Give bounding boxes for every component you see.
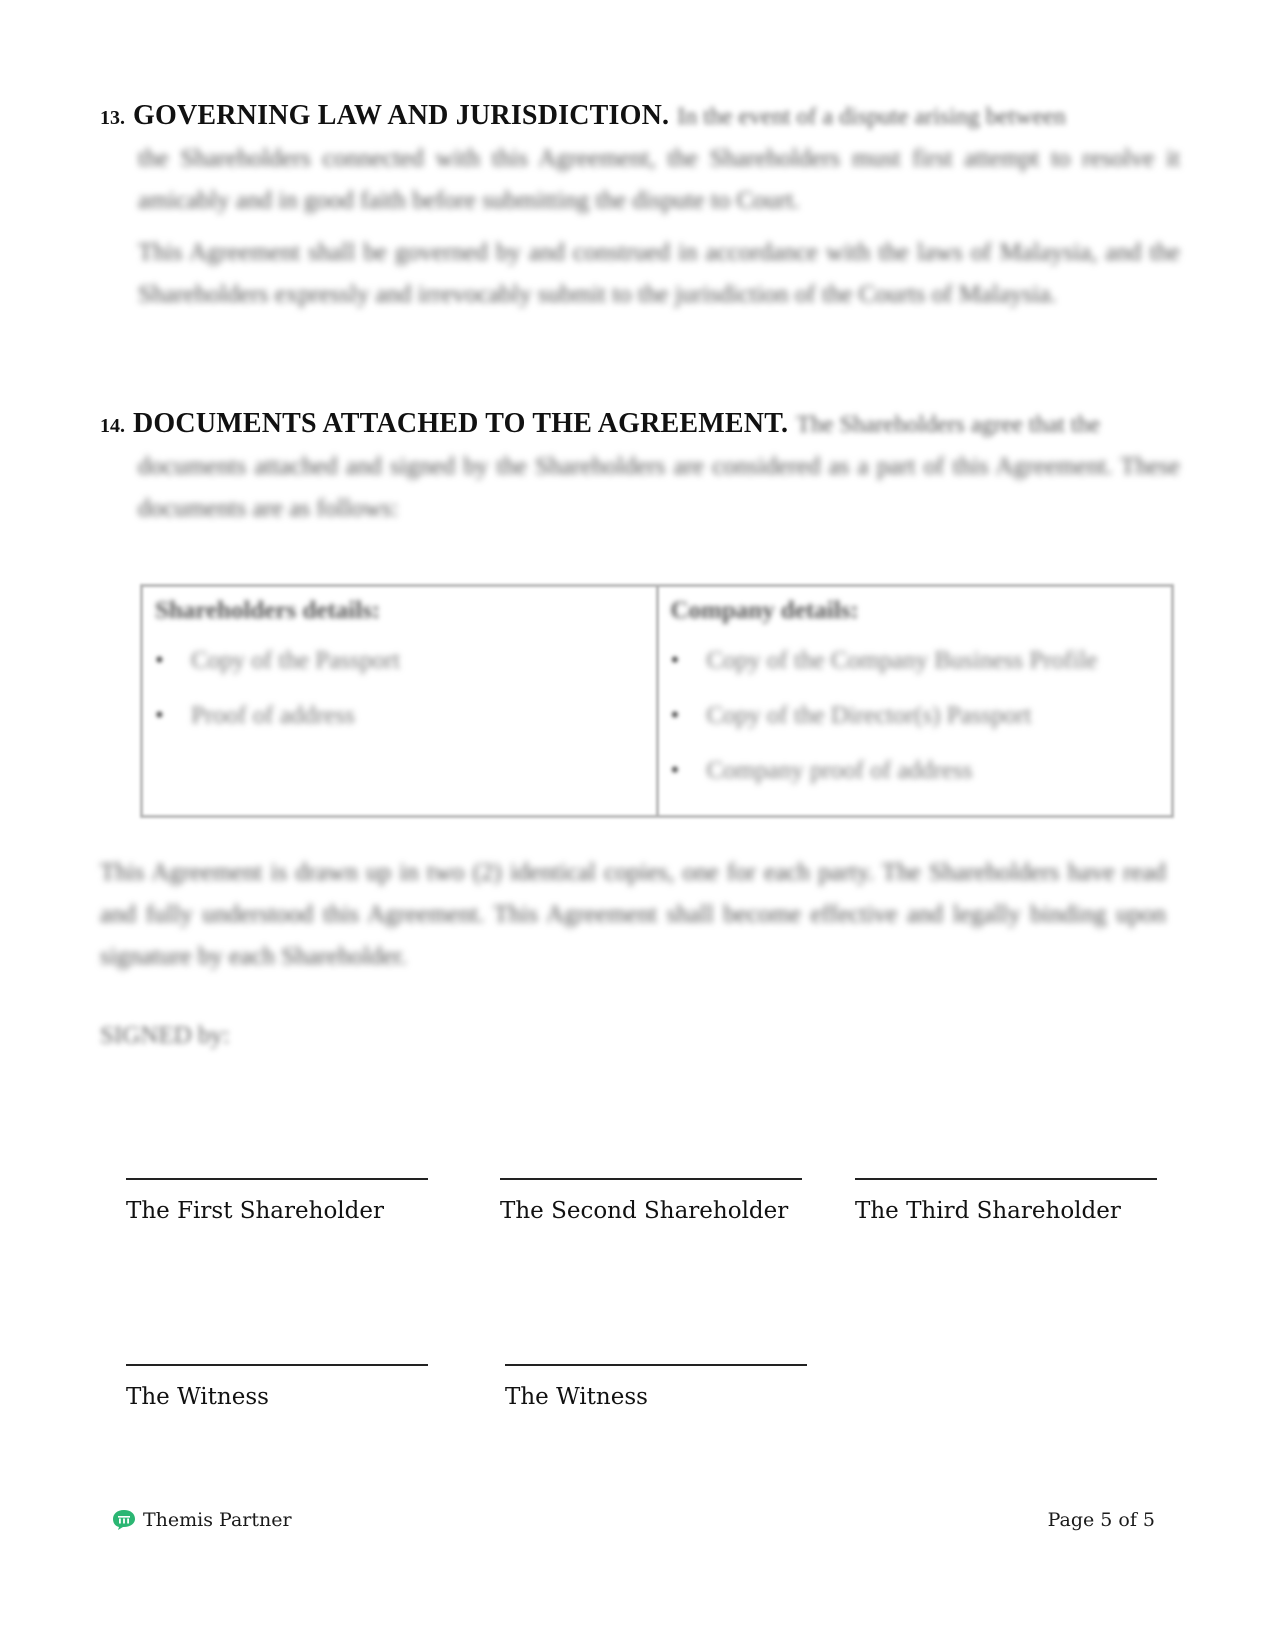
list-item-text: Copy of the Director(s) Passport (706, 702, 1032, 729)
bullet-icon: • (670, 647, 680, 674)
section-14-paragraph-1: documents attached and signed by the Shareholders are considered as a part of this Agreement. These documents are as follows: (138, 453, 1180, 522)
signature-line (126, 1364, 428, 1366)
signature-third-shareholder (855, 1178, 1160, 1224)
closing-section (100, 852, 1166, 978)
bullet-icon: • (670, 757, 680, 784)
signed-by-label: SIGNED by: (100, 1022, 230, 1049)
bullet-icon: • (670, 702, 680, 729)
company-details-column (656, 587, 1172, 815)
section-13-number: 13. (100, 107, 125, 129)
signature-second-shareholder (500, 1178, 805, 1224)
section-13 (100, 96, 1180, 316)
footer-brand-name: Themis Partner (143, 1509, 292, 1531)
section-14 (100, 404, 1180, 530)
themis-logo-icon (112, 1509, 136, 1531)
list-item (671, 753, 1160, 808)
signature-label: The First Shareholder (126, 1198, 384, 1224)
section-13-paragraph-2: This Agreement shall be governed by and construed in accordance with the laws of Malaysia, and the Shareholders expressly and irrevocably submit to the jurisdiction of the Courts of Malaysia. (138, 239, 1180, 308)
list-item-text: Copy of the Passport (191, 647, 401, 674)
section-14-title: DOCUMENTS ATTACHED TO THE AGREEMENT. (133, 408, 789, 439)
signature-label: The Second Shareholder (500, 1198, 789, 1224)
shareholders-details-column (143, 587, 656, 815)
signature-label: The Third Shareholder (855, 1198, 1121, 1224)
list-item-text: Copy of the Company Business Profile (706, 647, 1098, 674)
bullet-icon: • (155, 647, 164, 674)
list-item (155, 698, 644, 753)
page-number: Page 5 of 5 (1047, 1509, 1155, 1531)
signature-witness-1 (126, 1364, 431, 1410)
signature-witness-2 (505, 1364, 810, 1410)
signature-line (126, 1178, 428, 1180)
signature-label: The Witness (505, 1384, 648, 1410)
signature-line (500, 1178, 802, 1180)
shareholders-details-heading: Shareholders details: (155, 597, 381, 624)
signature-label: The Witness (126, 1384, 269, 1410)
list-item-text: Company proof of address (706, 757, 973, 784)
company-details-heading: Company details: (670, 597, 859, 624)
signature-first-shareholder (126, 1178, 431, 1224)
list-item (671, 643, 1160, 698)
documents-table (140, 584, 1174, 818)
signature-line (855, 1178, 1157, 1180)
section-14-number: 14. (100, 415, 125, 437)
closing-paragraph: This Agreement is drawn up in two (2) identical copies, one for each party. The Shareholders have read and fully understood this Agreement. This Agreement shall become effective and legally binding upon signature by each Shareholder. (100, 859, 1166, 970)
signature-line (505, 1364, 807, 1366)
list-item-text: Proof of address (191, 702, 355, 729)
section-13-heading (100, 96, 1180, 138)
bullet-icon: • (155, 702, 164, 729)
company-details-list (671, 643, 1160, 808)
section-13-lead-text: In the event of a dispute arising between (677, 104, 1066, 130)
list-item (155, 643, 644, 698)
section-14-lead-text: The Shareholders agree that the (796, 412, 1101, 438)
section-13-title: GOVERNING LAW AND JURISDICTION. (133, 100, 670, 131)
section-13-paragraph-1: the Shareholders connected with this Agreement, the Shareholders must first attempt to resolve it amicably and in good faith before submitting the dispute to Court. (138, 145, 1180, 214)
footer-brand (112, 1509, 292, 1531)
list-item (671, 698, 1160, 753)
shareholders-details-list (155, 643, 644, 753)
section-14-heading (100, 404, 1180, 446)
